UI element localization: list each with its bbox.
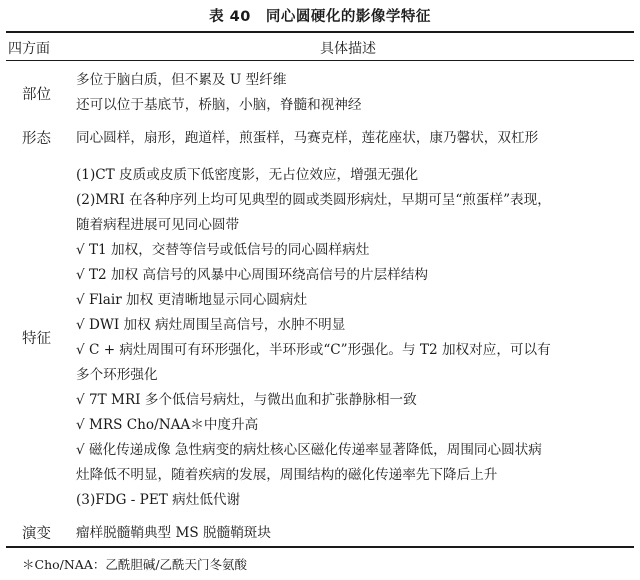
feature-line: 多个环形强化 [76, 367, 158, 383]
aspect-features: 特征 [22, 331, 51, 347]
feature-line: √ C + 病灶周围可有环形强化，半环形或“C”形强化。与 T2 加权对应，可以有 [76, 342, 551, 358]
feature-line: √ MRS Cho/NAA＊中度升高 [76, 417, 259, 433]
header-aspects: 四方面 [8, 41, 50, 57]
aspect-location: 部位 [22, 87, 51, 103]
feature-line: (1)CT 皮质或皮质下低密度影，无占位效应，增强无强化 [76, 167, 419, 183]
aspect-evolution: 演变 [22, 526, 51, 542]
feature-line: 灶降低不明显，随着疾病的发展，周围结构的磁化传递率先下降后上升 [76, 467, 498, 483]
feature-line: √ DWI 加权 病灶周围呈高信号，水肿不明显 [76, 317, 346, 333]
shape-line-1: 同心圆样，扇形，跑道样，煎蛋样，马赛克样，莲花座状，康乃馨状，双杠形 [76, 130, 539, 146]
feature-line: (2)MRI 在各种序列上均可见典型的圆或类圆形病灶，早期可呈“煎蛋样”表现， [76, 192, 551, 208]
feature-line: (3)FDG - PET 病灶低代谢 [76, 492, 241, 508]
feature-line: √ Flair 加权 更清晰地显示同心圆病灶 [76, 292, 308, 308]
table-title: 表 40 同心圆硬化的影像学特征 [209, 9, 431, 25]
feature-line: √ 磁化传递成像 急性病变的病灶核心区磁化传递率显著降低，周围同心圆状病 [76, 442, 542, 458]
feature-line: √ T1 加权，交替等信号或低信号的同心圆样病灶 [76, 242, 370, 258]
location-line-2: 还可以位于基底节，桥脑，小脑，脊髓和视神经 [76, 97, 362, 113]
feature-line: 随着病程进展可见同心圆带 [76, 217, 240, 233]
evolution-line-1: 瘤样脱髓鞘典型 MS 脱髓鞘斑块 [76, 525, 271, 541]
header-rule [6, 60, 634, 61]
footnote: ＊Cho/NAA：乙酰胆碱/乙酰天门冬氨酸 [22, 557, 248, 572]
header-description: 具体描述 [320, 41, 376, 57]
bottom-rule [6, 546, 634, 548]
feature-line: √ T2 加权 高信号的风暴中心周围环绕高信号的片层样结构 [76, 267, 428, 283]
location-line-1: 多位于脑白质，但不累及 U 型纤维 [76, 72, 287, 88]
feature-line: √ 7T MRI 多个低信号病灶，与微出血和扩张静脉相一致 [76, 392, 417, 408]
aspect-shape: 形态 [22, 131, 51, 147]
top-rule [6, 31, 634, 33]
